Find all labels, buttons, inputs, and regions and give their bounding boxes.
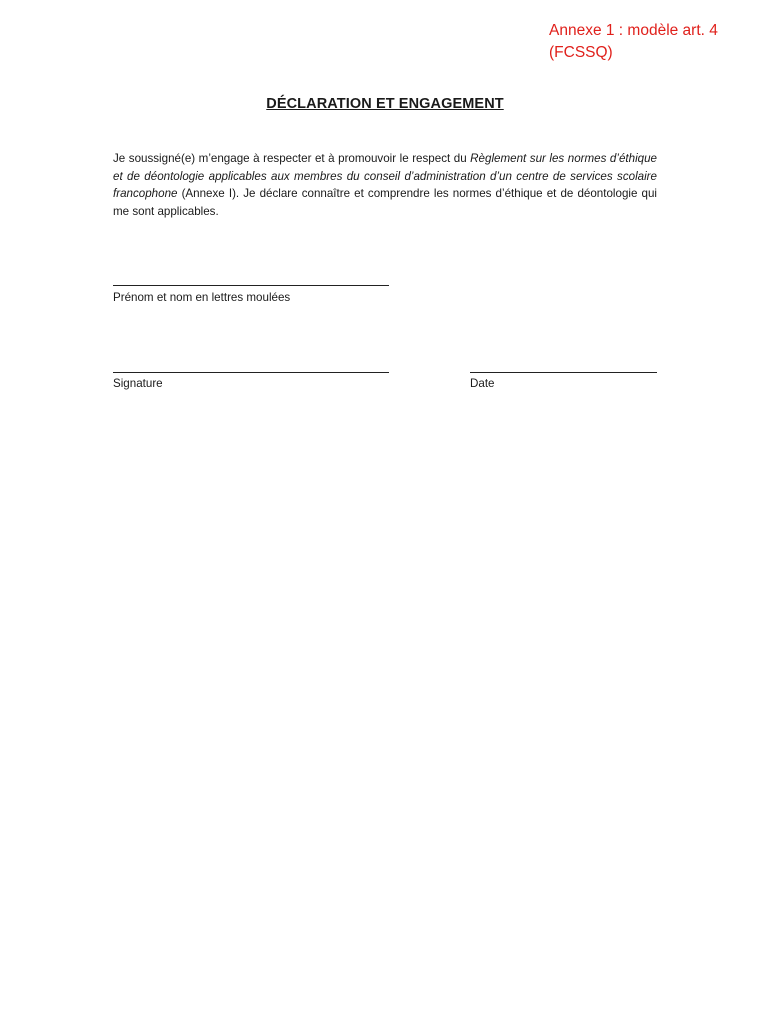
annex-reference-note [549,20,718,64]
signature-field-line[interactable] [113,372,389,373]
name-field-label: Prénom et nom en lettres moulées [113,291,291,304]
document-title: DÉCLARATION ET ENGAGEMENT [266,96,504,112]
regulation-title: Règlement sur les normes d’éthique et de déontologie applicables aux membres du conseil d’administration d’un centre de services scolaire francophone [113,152,657,200]
name-field-line[interactable] [113,285,389,286]
paragraph-part-1: Je soussigné(e) m’engage à respecter et à promouvoir le respect du [113,152,471,165]
paragraph-part-2: (Annexe I). Je déclare connaître et comprendre les normes d’éthique et de déontologie qui me sont applicables. [113,187,657,218]
date-field-line[interactable] [470,372,657,373]
declaration-paragraph [113,150,657,220]
signature-field-label: Signature [113,377,163,390]
annex-note-line-1: Annexe 1 : modèle art. 4 [549,22,718,39]
annex-note-line-2: (FCSSQ) [549,44,613,61]
date-field-label: Date [470,377,495,390]
